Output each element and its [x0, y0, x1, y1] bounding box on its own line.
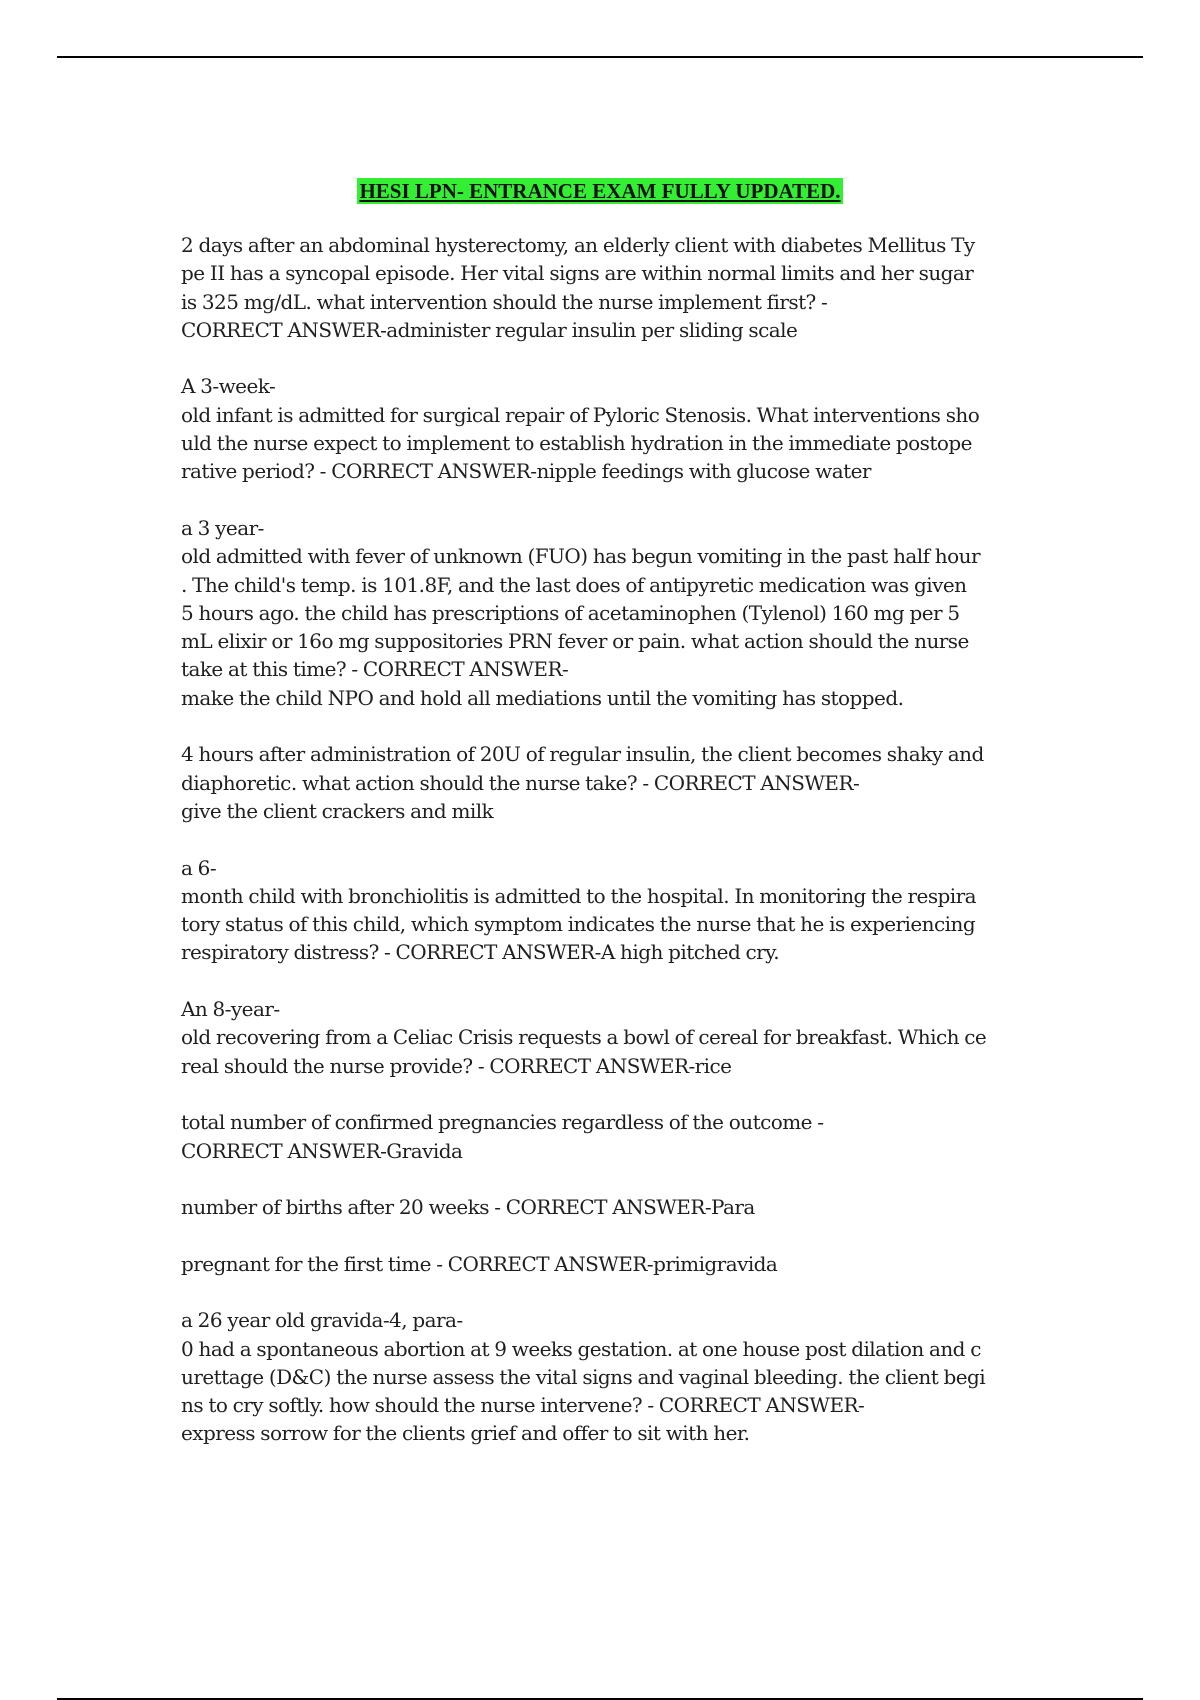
title-container: [0, 178, 1200, 204]
question-item-2: A 3-week- old infant is admitted for surgical repair of Pyloric Stenosis. What interventions sho uld the nurse expect to implement to establish hydration in the immediate postope rative period? - CORRECT ANSWER-nipple feedings with glucose water: [181, 374, 980, 484]
header-rule: [57, 56, 1143, 58]
question-list: [181, 231, 1061, 1476]
document-title: HESI LPN- ENTRANCE EXAM FULLY UPDATED.: [359, 179, 841, 203]
question-item-5: a 6- month child with bronchiolitis is admitted to the hospital. In monitoring the respira tory status of this child, which symptom indicates the nurse that he is experiencing respiratory distress? - CORRECT ANSWER-A high pitched cry.: [181, 855, 977, 965]
question-item-4: 4 hours after administration of 20U of regular insulin, the client becomes shaky and diaphoretic. what action should the nurse take? - CORRECT ANSWER- give the client crackers and milk: [181, 742, 984, 823]
question-item-1: 2 days after an abdominal hysterectomy, an elderly client with diabetes Mellitus Ty pe II has a syncopal episode. Her vital signs are within normal limits and her sugar is 325 mg/dL. what intervention should the nurse implement first? - CORRECT ANSWER-administer regular insulin per sliding scale: [181, 233, 975, 342]
question-item-6: An 8-year- old recovering from a Celiac Crisis requests a bowl of cereal for breakfast. Which ce real should the nurse provide? - CORRECT ANSWER-rice: [181, 997, 987, 1078]
question-item-8: number of births after 20 weeks - CORRECT ANSWER-Para: [181, 1195, 755, 1220]
question-item-10: a 26 year old gravida-4, para- 0 had a spontaneous abortion at 9 weeks gestation. at one house post dilation and c urettage (D&C) the nurse assess the vital signs and vaginal bleeding. the client begi ns to cry softly. how should the nurse intervene? - CORRECT ANSWER- express sorrow for the clients grief and offer to sit with her.: [181, 1308, 986, 1446]
question-item-7: total number of confirmed pregnancies regardless of the outcome - CORRECT ANSWER-Gravida: [181, 1110, 824, 1163]
question-item-3: a 3 year- old admitted with fever of unknown (FUO) has begun vomiting in the past half hour . The child's temp. is 101.8F, and the last does of antipyretic medication was given 5 hours ago. the child has prescriptions of acetaminophen (Tylenol) 160 mg per 5 mL elixir or 16o mg suppositories PRN fever or pain. what action should the nurse take at this time? - CORRECT ANSWER- make the child NPO and hold all mediations until the vomiting has stopped.: [181, 515, 980, 710]
question-item-9: pregnant for the first time - CORRECT ANSWER-primigravida: [181, 1251, 778, 1276]
